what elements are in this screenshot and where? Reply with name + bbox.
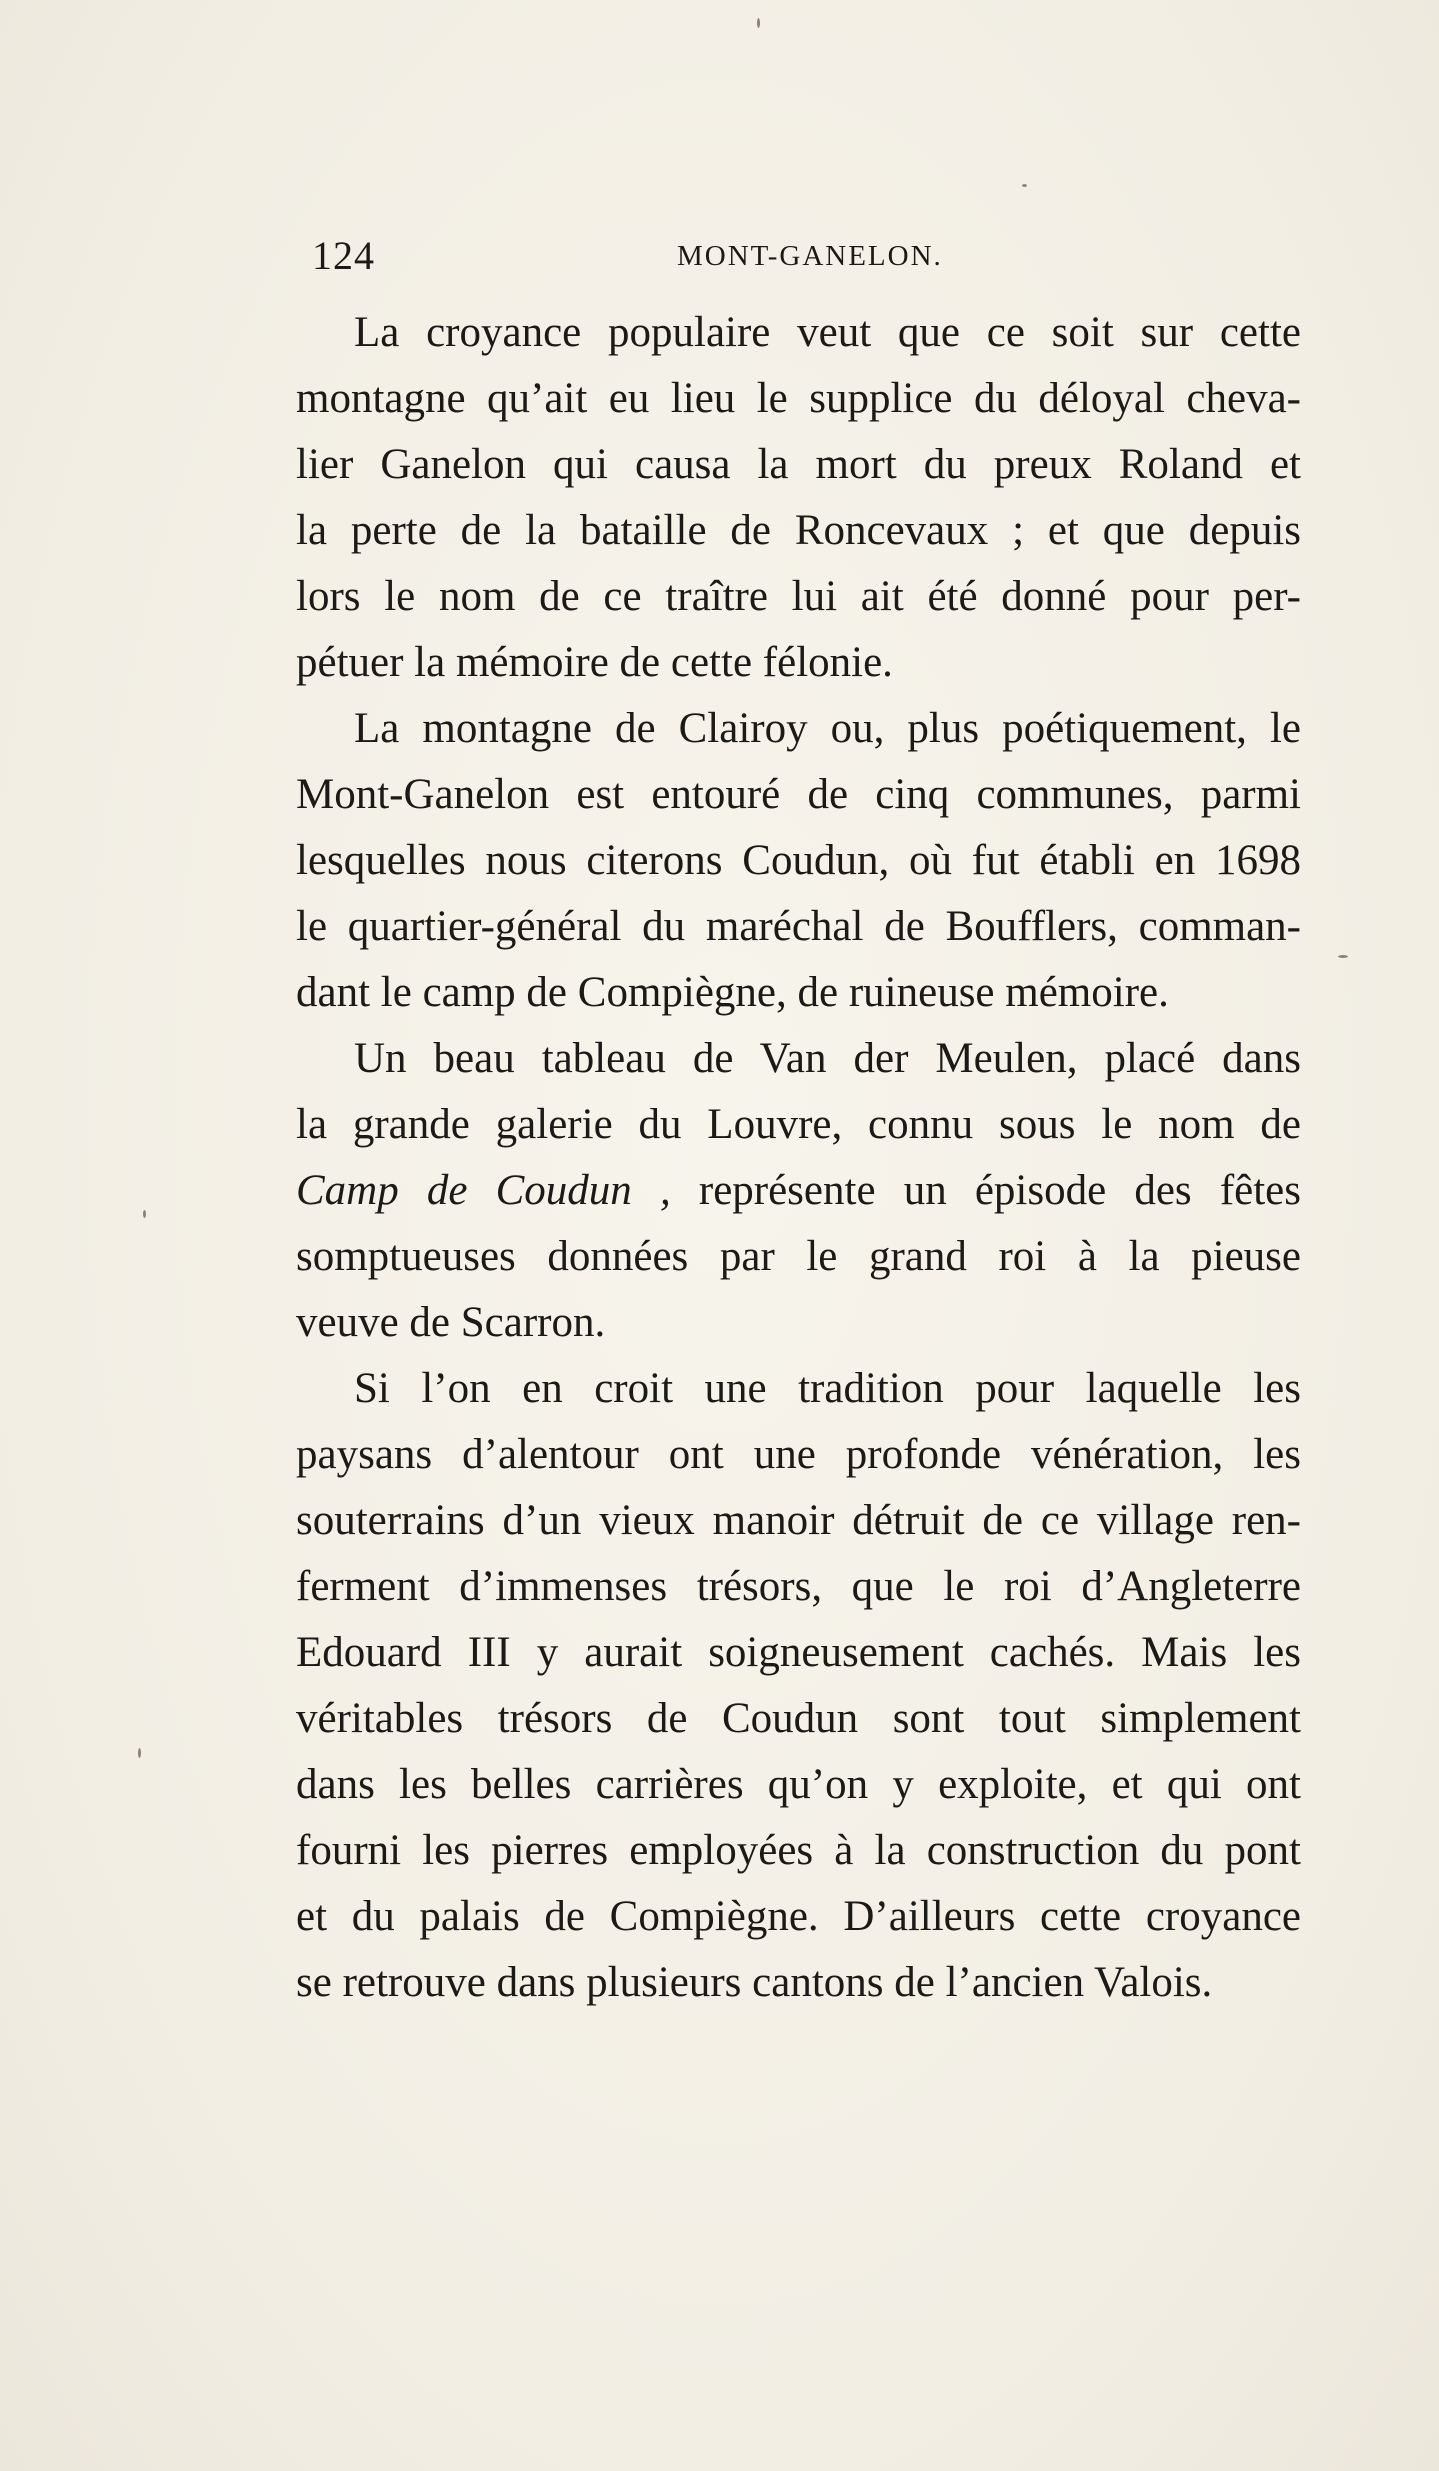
- page-number: 124: [312, 233, 375, 278]
- text-line: et du palais de Compiègne. D’ailleurs cette croyance: [296, 1893, 1301, 1940]
- body-text: [296, 300, 1301, 2016]
- text-line: Mont-Ganelon est entouré de cinq communes, parmi: [296, 771, 1301, 818]
- text-line: lors le nom de ce traître lui ait été donné pour per-: [296, 573, 1301, 620]
- text-line: montagne qu’ait eu lieu le supplice du déloyal cheva-: [296, 375, 1301, 422]
- text-line: souterrains d’un vieux manoir détruit de ce village ren-: [296, 1497, 1301, 1544]
- text-line: lesquelles nous citerons Coudun, où fut établi en 1698: [296, 837, 1301, 884]
- text-line: Si l’on en croit une tradition pour laquelle les: [354, 1365, 1301, 1412]
- text-line: dant le camp de Compiègne, de ruineuse mémoire.: [296, 969, 1169, 1016]
- running-title: MONT-GANELON.: [677, 240, 943, 272]
- text-line: véritables trésors de Coudun sont tout simplement: [296, 1695, 1301, 1742]
- text-line: le quartier-général du maréchal de Boufflers, comman-: [296, 903, 1301, 950]
- text-line: somptueuses données par le grand roi à la pieuse: [296, 1233, 1301, 1280]
- text-line: pétuer la mémoire de cette félonie.: [296, 639, 893, 686]
- paper-speck: [1338, 955, 1348, 958]
- text-line: la grande galerie du Louvre, connu sous le nom de: [296, 1101, 1301, 1148]
- text-line: ferment d’immenses trésors, que le roi d’Angleterre: [296, 1563, 1301, 1610]
- paragraph-2: [296, 696, 1301, 1026]
- text-line: lier Ganelon qui causa la mort du preux Roland et: [296, 441, 1301, 488]
- paper-speck: [1022, 184, 1027, 187]
- text-line: se retrouve dans plusieurs cantons de l’ancien Valois.: [296, 1959, 1213, 2006]
- paragraph-3: [296, 1026, 1301, 1356]
- text-line: La croyance populaire veut que ce soit sur cette: [354, 309, 1301, 356]
- paper-speck: [138, 1748, 141, 1758]
- italic-title: Camp de Coudun ,: [296, 1167, 671, 1214]
- text-line: Un beau tableau de Van der Meulen, placé dans: [354, 1035, 1301, 1082]
- text-line: paysans d’alentour ont une profonde vénération, les: [296, 1431, 1301, 1478]
- paragraph-1: [296, 300, 1301, 696]
- text-line: la perte de la bataille de Roncevaux ; et que depuis: [296, 507, 1301, 554]
- text-line: La montagne de Clairoy ou, plus poétiquement, le: [354, 705, 1301, 752]
- text-line: veuve de Scarron.: [296, 1299, 606, 1346]
- running-head: [312, 232, 1312, 282]
- text-line: fourni les pierres employées à la construction du pont: [296, 1827, 1301, 1874]
- text-line-with-italic: [296, 1158, 1301, 1224]
- paragraph-4: [296, 1356, 1301, 2016]
- text-line: dans les belles carrières qu’on y exploite, et qui ont: [296, 1761, 1301, 1808]
- text-fragment: représente un épisode des fêtes: [670, 1167, 1301, 1214]
- paper-speck: [143, 1210, 146, 1218]
- paper-speck: [757, 18, 760, 28]
- text-line: Edouard III y aurait soigneusement cachés. Mais les: [296, 1629, 1301, 1676]
